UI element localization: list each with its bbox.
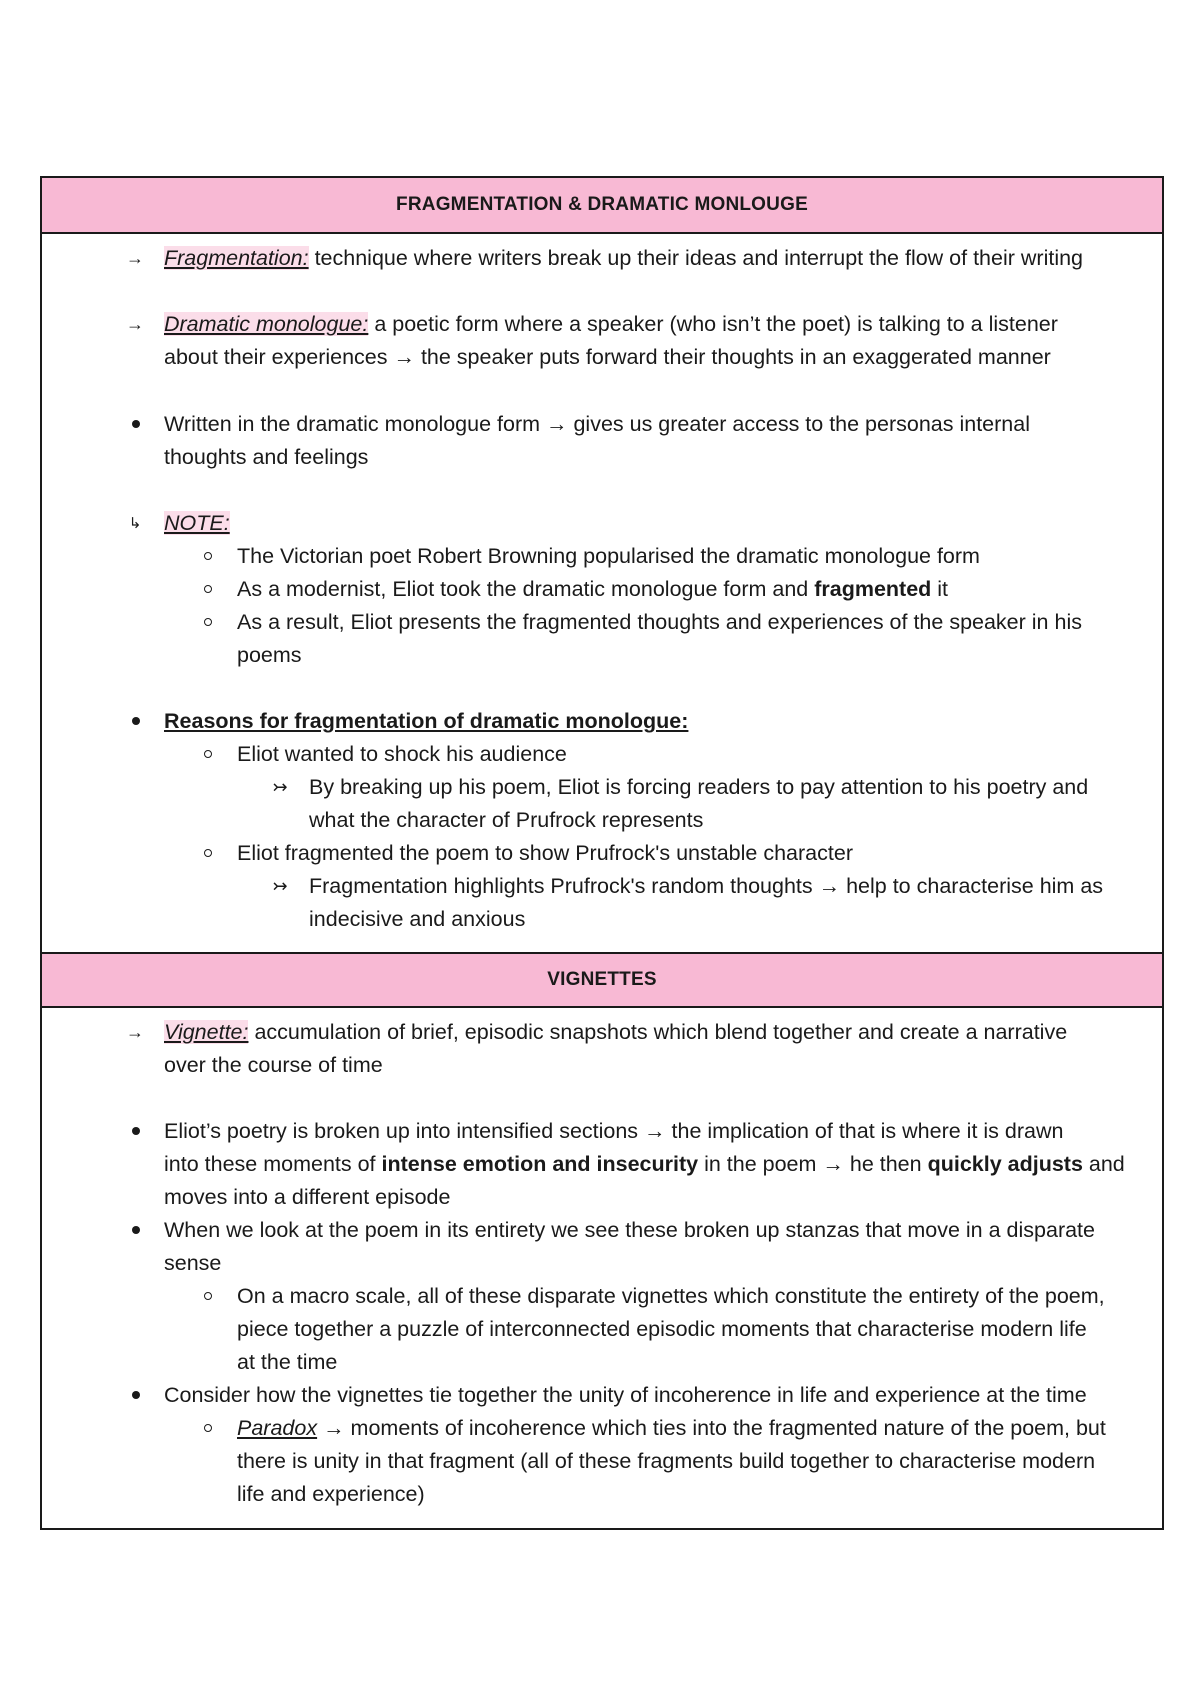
notes-table bbox=[40, 176, 1164, 1530]
section-title: FRAGMENTATION & DRAMATIC MONLOUGE bbox=[396, 194, 808, 215]
term-fragmentation: Fragmentation: bbox=[164, 246, 309, 270]
bullet-icon bbox=[132, 1391, 140, 1399]
tail-arrow-icon: ↣ bbox=[272, 777, 288, 797]
reasons-heading: Reasons for fragmentation of dramatic monologue: bbox=[164, 709, 689, 733]
sub-bullet-icon bbox=[204, 585, 212, 593]
bullet-icon bbox=[132, 1226, 140, 1234]
section-title: VIGNETTES bbox=[547, 969, 657, 990]
term-vignette: Vignette: bbox=[164, 1020, 249, 1044]
sub-bullet-icon bbox=[204, 1424, 212, 1432]
bullet-icon bbox=[132, 420, 140, 428]
tail-arrow-icon: ↣ bbox=[272, 876, 288, 896]
bullet-icon bbox=[132, 717, 140, 725]
sub-bullet-icon bbox=[204, 849, 212, 857]
sub-bullet-icon bbox=[204, 618, 212, 626]
term-paradox: Paradox bbox=[237, 1416, 318, 1440]
arrow-icon: → bbox=[126, 248, 144, 268]
note-label: NOTE: bbox=[164, 511, 230, 535]
sub-bullet-icon bbox=[204, 552, 212, 560]
section-body-vignettes: → Vignette: accumulation of brief, episodic snapshots which blend together and create a narrative over the course of time Eliot’s poetry is broken up into intensified sections → the implication of that is where it is drawn into these moments of intense emotion and insecurity in the poem → he then quickly adjusts and moves into a different episode When we look at the poem in its entirety we see these broken up stanzas that move in a disparate sense On a macro scale, all of these disparate vignettes which constitute the entirety of the poem, piece together a puzzle of interconnected episodic moments that characterise modern life at the time Consider how the vignettes tie together the unity of incoherence in life and experience at the time Paradox → moments of incoherence which ties into the fragmented nature of the poem, but there is unity in that fragment (all of these fragments build together to characterise modern life and experience) bbox=[42, 1008, 1162, 1528]
term-dramatic-monologue: Dramatic monologue: bbox=[164, 312, 369, 336]
section-header-fragmentation bbox=[42, 178, 1162, 234]
sub-bullet-icon bbox=[204, 750, 212, 758]
arrow-icon: → bbox=[126, 1022, 144, 1042]
bullet-icon bbox=[132, 1127, 140, 1135]
section-header-vignettes bbox=[42, 952, 1162, 1008]
section-body-fragmentation: → Fragmentation: technique where writers break up their ideas and interrupt the flow of their writing → Dramatic monologue: a poetic form where a speaker (who isn’t the poet) is talking to a listener about their experiences → the speaker puts forward their thoughts in an exaggerated manner Written in the dramatic monologue form → gives us greater access to the personas internal thoughts and feelings ↳ NOTE: The Victorian poet Robert Browning popularised the dramatic monologue form As a modernist, Eliot took the dramatic monologue form and fragmented it As a result, Eliot presents the fragmented thoughts and experiences of the speaker in his poems Reasons for fragmentation of dramatic monologue: Eliot wanted to shock his audience ↣ By breaking up his poem, Eliot is forcing readers to pay attention to his poetry and what the character of Prufrock represents Eliot fragmented the poem to show Prufrock's unstable character ↣ Fragmentation highlights Prufrock's random thoughts → help to characterise him as indecisive and anxious bbox=[42, 234, 1162, 952]
hook-arrow-icon: ↳ bbox=[128, 515, 142, 532]
sub-bullet-icon bbox=[204, 1292, 212, 1300]
arrow-icon: → bbox=[126, 314, 144, 334]
